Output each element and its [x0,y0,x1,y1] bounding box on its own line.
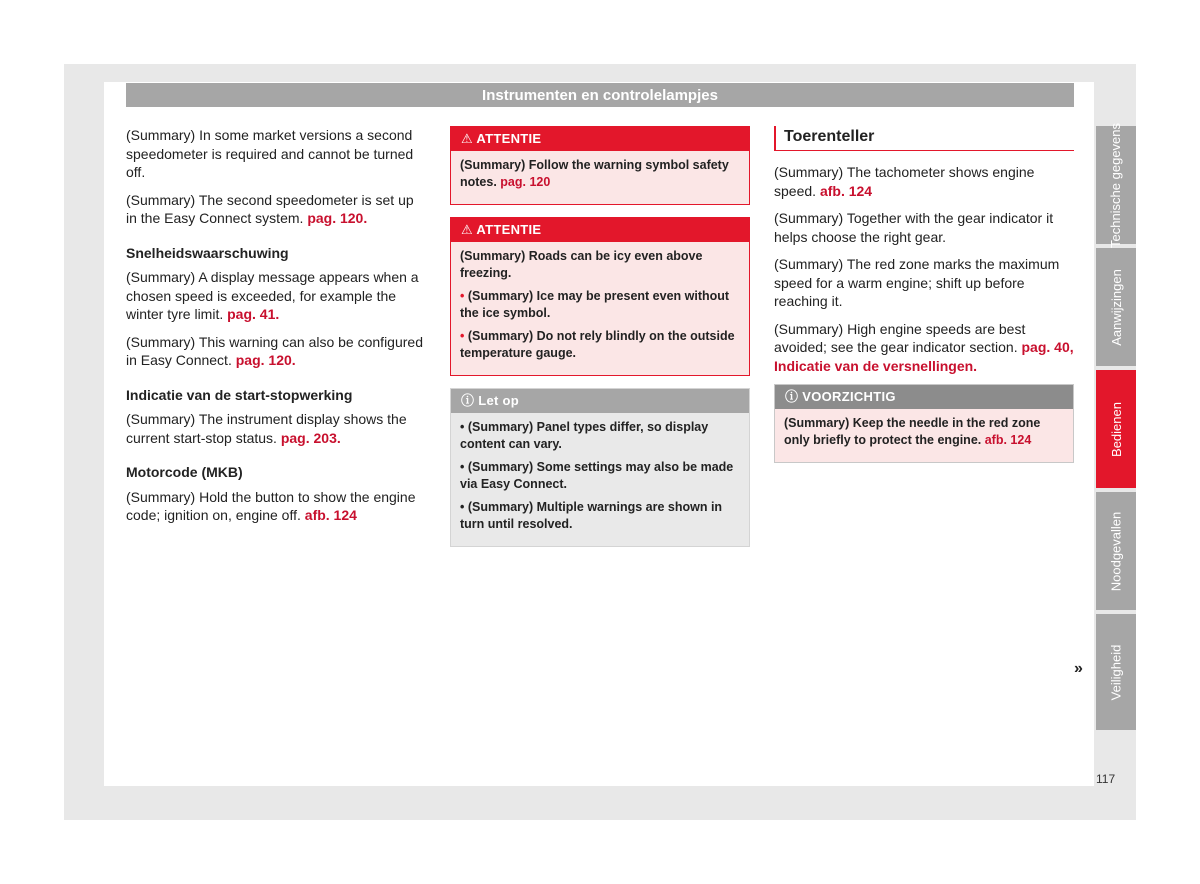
paragraph: (Summary) This warning can also be configured in Easy Connect. pag. 120. [126,333,423,368]
page-link[interactable]: pag. 120. [307,210,368,226]
page-link[interactable]: pag. 120. [235,352,296,368]
paragraph: (Summary) The second speedometer is set up in the Easy Connect system. pag. 120. [126,191,414,226]
note-header: ⓘ Let op [451,389,749,413]
page-link[interactable]: pag. 41. [227,306,280,322]
page-number: 117 [1096,772,1116,786]
tab-technische-gegevens[interactable]: Technische gegevens [1096,126,1136,244]
page-link[interactable]: pag. 120 [500,175,551,189]
warning-box: ⚠ ATTENTIE (Summary) Follow the warning symbol safety notes. pag. 120 [450,126,750,205]
paragraph: (Summary) In some market versions a second speedometer is required and cannot be turned off. [126,127,414,180]
paragraph: (Summary) A display message appears when a chosen speed is exceeded, for example the winter tyre limit. pag. 41. [126,269,419,322]
warning-header: ⚠ ATTENTIE [451,218,749,242]
subheading: Motorcode (MKB) [126,464,243,480]
figure-link[interactable]: afb. 124 [819,182,873,199]
subheading: Snelheidswaarschuwing [126,244,289,261]
page-link[interactable]: pag. 40, Indicatie van de versnellingen. [774,339,1074,374]
column-middle [450,126,750,559]
paragraph: (Summary) The instrument display shows the current start-stop status. pag. 203. [126,411,407,446]
column-right: Toerenteller (Summary) The tachometer shows engine speed. afb. 124 (Summary) Together with the gear indicator it helps choose the right gear. (Summary) The red zone marks the maximum speed for a warm engine; shift up before reaching it. (Summary) High engine speeds are best avoided; see the gear indicator section. pag. 40, Indicatie van de versnellingen. ⓘ VOORZICHTIG (Summary) Keep the needle in the red zone only briefly to protect the engine. afb. 124 [774,126,1074,475]
note-box: ⓘ Let op • (Summary) Panel types differ, so display content can vary. • (Summary) Some settings may also be made via Easy Connect. • (Summary) Multiple warnings are shown in turn until resolved. [450,388,750,547]
page-link[interactable]: pag. 203. [280,429,341,446]
figure-link[interactable]: afb. 124 [984,433,1032,447]
section-title: Toerenteller [774,126,1074,151]
caution-header: ⓘ VOORZICHTIG [775,385,1073,409]
chapter-banner: Instrumenten en controlelampjes [126,83,1074,107]
warning-box: ⚠ ATTENTIE (Summary) Roads can be icy even above freezing. • (Summary) Ice may be present even without the ice symbol. • (Summary) Do not rely blindly on the outside temperature gauge. [450,217,750,376]
caution-box: ⓘ VOORZICHTIG (Summary) Keep the needle in the red zone only briefly to protect the engine. afb. 124 [774,384,1074,463]
column-left [126,126,424,534]
paragraph: (Summary) Hold the button to show the engine code; ignition on, engine off. afb. 124 [126,488,416,523]
subheading: Indicatie van de start-stopwerking [126,386,353,403]
tab-aanwijzingen[interactable]: Aanwijzingen [1096,248,1136,366]
figure-link[interactable]: afb. 124 [304,507,357,523]
warning-header: ⚠ ATTENTIE [451,127,749,151]
tab-bedienen[interactable]: Bedienen [1096,370,1136,488]
continue-arrow-icon: » [1074,660,1083,677]
tab-veiligheid[interactable]: Veiligheid [1096,614,1136,730]
tab-noodgevallen[interactable]: Noodgevallen [1096,492,1136,610]
